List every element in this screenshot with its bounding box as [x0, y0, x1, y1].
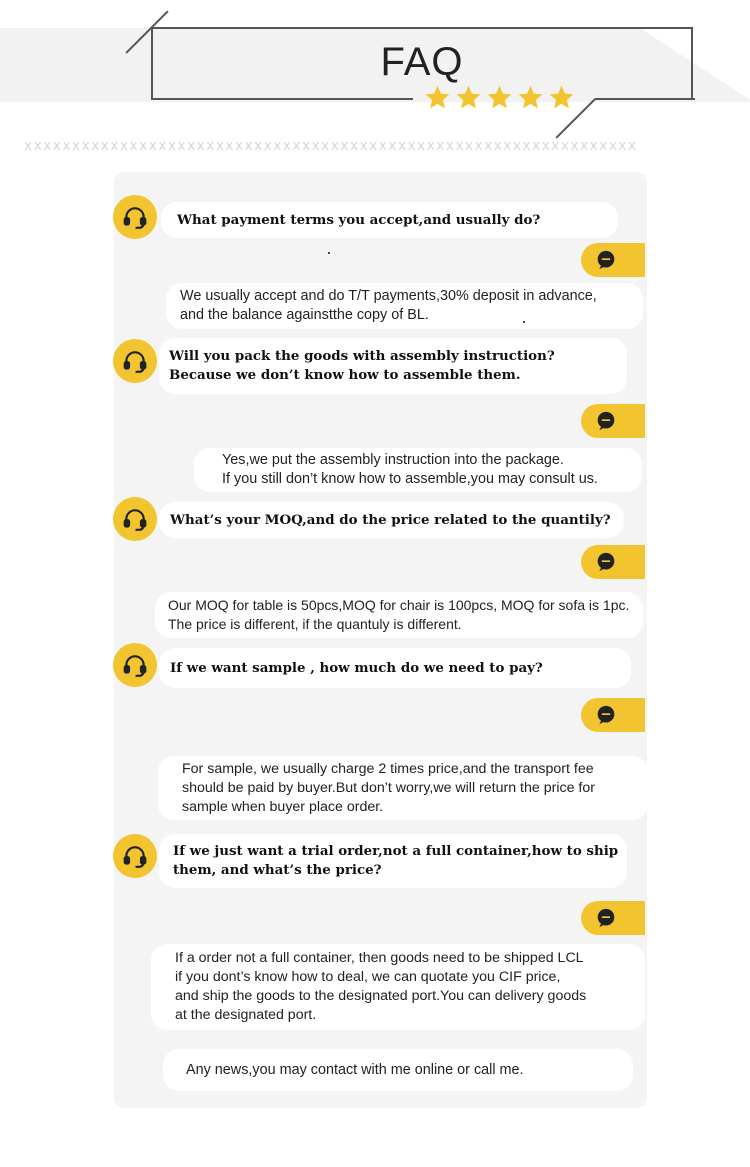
- answer-tab: [581, 545, 645, 579]
- question-bubble: [159, 834, 627, 888]
- answer-bubble: [151, 944, 645, 1030]
- headset-icon: [113, 195, 157, 239]
- stray-dot: [328, 252, 330, 254]
- answer-tab: [581, 698, 645, 732]
- answer-bubble: [166, 283, 643, 329]
- question-bubble: [161, 202, 618, 238]
- chat-icon: [596, 705, 616, 725]
- answer-text: For sample, we usually charge 2 times price,and the transport fee should be paid by buyer.But don’t worry,we will return the price for sample when buyer place order.: [182, 760, 595, 815]
- star-icon: [424, 84, 451, 111]
- title-frame-underline: [595, 98, 695, 100]
- question-text: Will you pack the goods with assembly instruction? Because we don’t know how to assemble them.: [169, 348, 555, 383]
- answer-bubble: [158, 756, 648, 820]
- answer-tab: [581, 901, 645, 935]
- chat-icon: [596, 411, 616, 431]
- star-icon: [517, 84, 544, 111]
- rating-stars: [424, 84, 575, 111]
- headset-icon: [113, 497, 157, 541]
- page-title: FAQ: [380, 40, 464, 84]
- answer-text: Our MOQ for table is 50pcs,MOQ for chair is 100pcs, MOQ for sofa is 1pc. The price is different, if the quantuly is different.: [168, 597, 630, 632]
- question-text: What’s your MOQ,and do the price related to the quantily?: [170, 511, 611, 528]
- question-bubble: [159, 648, 631, 688]
- question-text: If we want sample , how much do we need to pay?: [170, 659, 543, 676]
- answer-text: If a order not a full container, then goods need to be shipped LCL if you dont’s know how to deal, we can quotate you CIF price, and ship the goods to the designated port.You can delivery goods at the designated port.: [175, 950, 587, 1023]
- answer-bubble: [194, 448, 642, 492]
- question-text: What payment terms you accept,and usually do?: [177, 211, 541, 228]
- star-icon: [455, 84, 482, 111]
- x-pattern-divider: xxxxxxxxxxxxxxxxxxxxxxxxxxxxxxxxxxxxxxxxxxxxxxxxxxxxxxxxxxxxxxxx: [24, 138, 638, 154]
- answer-tab: [581, 243, 645, 277]
- answer-text: Yes,we put the assembly instruction into the package. If you still don’t know how to assemble,you may consult us.: [222, 452, 598, 487]
- chat-icon: [596, 552, 616, 572]
- question-bubble: [159, 338, 627, 394]
- question-bubble: [159, 502, 624, 538]
- headset-icon: [113, 834, 157, 878]
- closing-bubble: [163, 1049, 633, 1091]
- title-frame-underline: [151, 98, 413, 100]
- closing-text: Any news,you may contact with me online or call me.: [186, 1061, 524, 1078]
- star-icon: [548, 84, 575, 111]
- question-text: If we just want a trial order,not a full container,how to ship them, and what’s the price?: [173, 843, 619, 878]
- answer-tab: [581, 404, 645, 438]
- stray-dot: [523, 321, 525, 323]
- headset-icon: [113, 643, 157, 687]
- chat-icon: [596, 908, 616, 928]
- answer-bubble: [155, 592, 643, 638]
- chat-icon: [596, 250, 616, 270]
- answer-text: We usually accept and do T/T payments,30% deposit in advance, and the balance againstthe copy of BL.: [180, 288, 597, 323]
- star-icon: [486, 84, 513, 111]
- headset-icon: [113, 339, 157, 383]
